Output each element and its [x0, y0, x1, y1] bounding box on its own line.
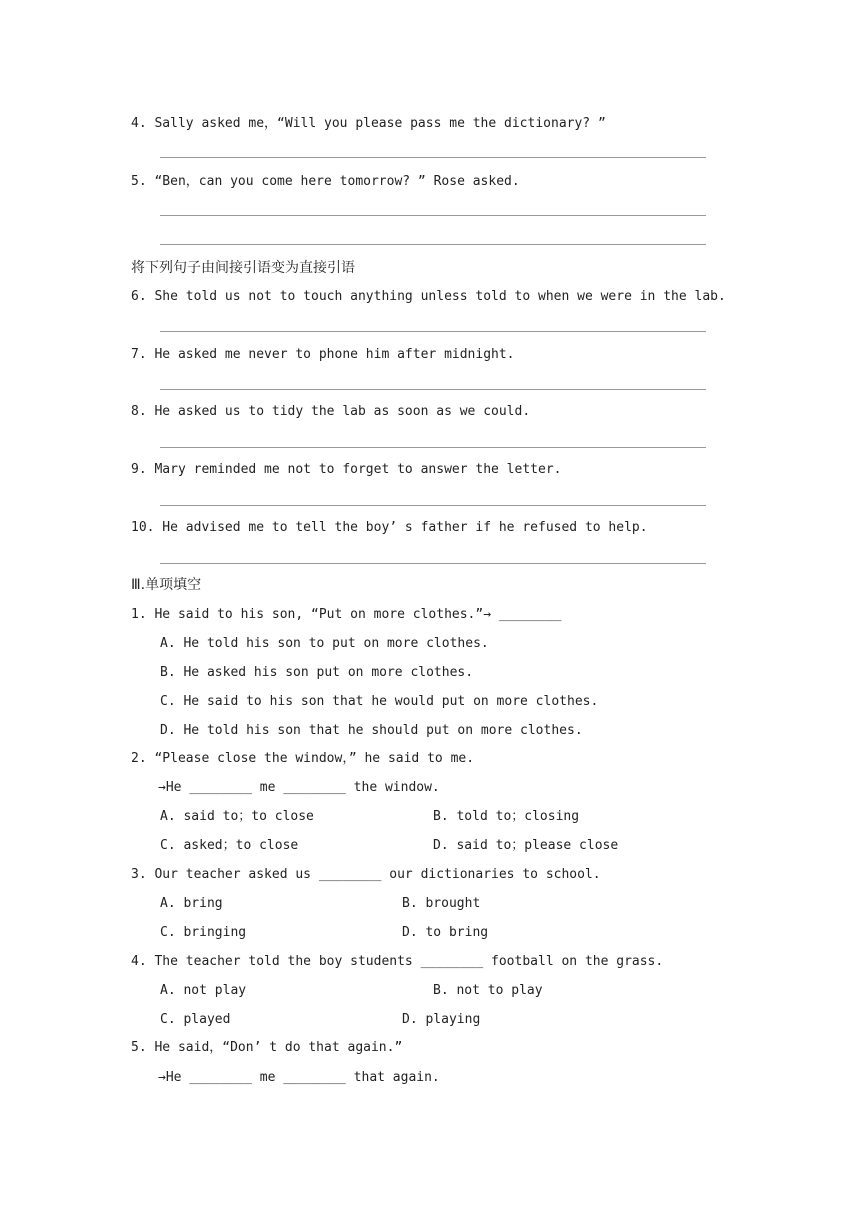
mc4-option-c[interactable]: C. played — [160, 1012, 231, 1027]
answer-line[interactable] — [160, 157, 706, 158]
mc4-option-a[interactable]: A. not play — [160, 983, 247, 998]
question-7: 7. He asked me never to phone him after midnight. — [131, 347, 515, 362]
mc-question-4: 4. The teacher told the boy students ________ football on the grass. — [131, 954, 664, 969]
mc2-option-b[interactable]: B. told to；closing — [433, 809, 580, 824]
mc2-rewrite: →He ________ me ________ the window. — [158, 780, 440, 795]
mc2-option-d[interactable]: D. said to；please close — [433, 838, 619, 853]
mc2-option-a[interactable]: A. said to；to close — [160, 809, 314, 824]
question-4: 4. Sally asked me，“Will you please pass me the dictionary? ” — [131, 116, 606, 131]
mc-question-2: 2. “Please close the window，” he said to me. — [131, 751, 475, 766]
answer-line[interactable] — [160, 331, 706, 332]
mc1-option-d[interactable]: D. He told his son that he should put on more clothes. — [160, 723, 583, 738]
mc1-option-c[interactable]: C. He said to his son that he would put on more clothes. — [160, 694, 599, 709]
answer-line[interactable] — [160, 244, 706, 245]
answer-line[interactable] — [160, 215, 706, 216]
mc3-option-c[interactable]: C. bringing — [160, 925, 247, 940]
mc-question-3: 3. Our teacher asked us ________ our dictionaries to school. — [131, 867, 601, 882]
question-10: 10. He advised me to tell the boy’ s father if he refused to help. — [131, 520, 648, 535]
answer-line[interactable] — [160, 447, 706, 448]
question-5: 5. “Ben，can you come here tomorrow? ” Rose asked. — [131, 174, 520, 189]
mc1-option-b[interactable]: B. He asked his son put on more clothes. — [160, 665, 474, 680]
question-9: 9. Mary reminded me not to forget to answer the letter. — [131, 462, 562, 477]
section-heading: Ⅲ.单项填空 — [131, 577, 202, 593]
answer-line[interactable] — [160, 563, 706, 564]
mc3-option-d[interactable]: D. to bring — [402, 925, 489, 940]
mc4-option-d[interactable]: D. playing — [402, 1012, 481, 1027]
section-instruction: 将下列句子由间接引语变为直接引语 — [131, 260, 355, 276]
question-8: 8. He asked us to tidy the lab as soon as we could. — [131, 404, 531, 419]
mc5-rewrite: →He ________ me ________ that again. — [158, 1070, 440, 1085]
mc2-option-c[interactable]: C. asked；to close — [160, 838, 299, 853]
mc3-option-b[interactable]: B. brought — [402, 896, 481, 911]
mc1-option-a[interactable]: A. He told his son to put on more clothes. — [160, 636, 489, 651]
question-6: 6. She told us not to touch anything unless told to when we were in the lab. — [131, 289, 726, 304]
mc-question-1: 1. He said to his son, “Put on more clothes.”→ ________ — [131, 607, 562, 622]
mc-question-5: 5. He said，“Don’ t do that again.” — [131, 1040, 403, 1055]
mc3-option-a[interactable]: A. bring — [160, 896, 223, 911]
mc4-option-b[interactable]: B. not to play — [433, 983, 543, 998]
answer-line[interactable] — [160, 505, 706, 506]
answer-line[interactable] — [160, 389, 706, 390]
